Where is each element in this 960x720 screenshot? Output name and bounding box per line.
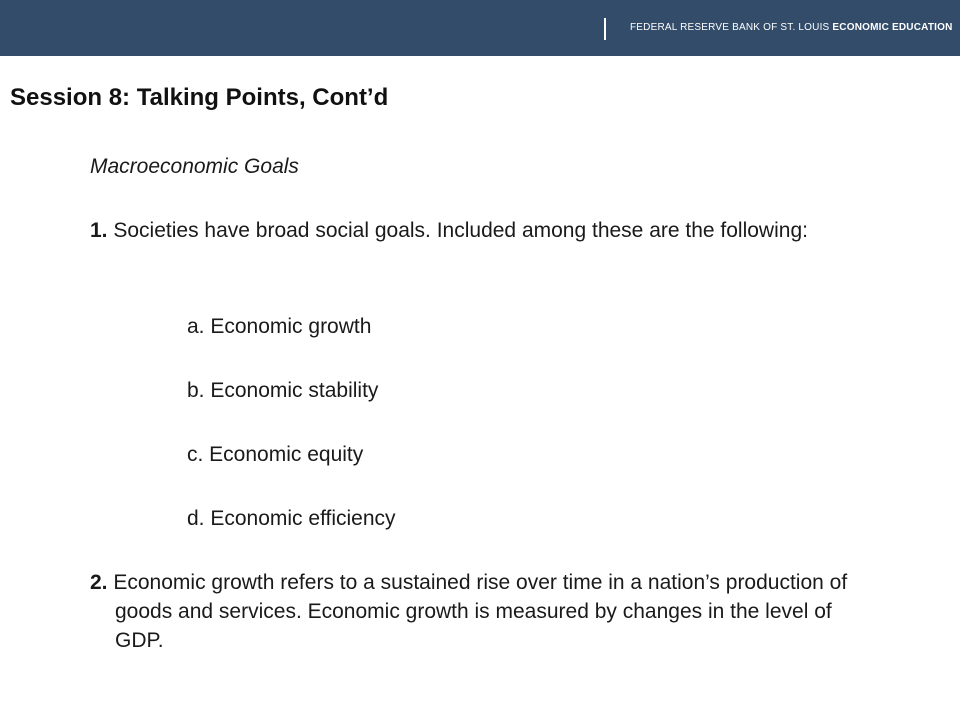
brand-name: FEDERAL RESERVE BANK OF ST. LOUIS [630,22,830,33]
goal-item-equity: c. Economic equity [187,443,364,466]
slide-title: Session 8: Talking Points, Cont’d [10,84,389,111]
header-divider [604,18,606,40]
header-band [0,0,960,56]
brand-division: ECONOMIC EDUCATION [832,22,953,33]
section-subtitle: Macroeconomic Goals [90,155,299,178]
point-number: 1. [90,219,108,242]
goal-item-efficiency: d. Economic efficiency [187,507,396,530]
point-text: Economic growth refers to a sustained rise over time in a nation’s production of goods and services. Economic growth is measured by changes in the level of GDP. [113,571,848,652]
talking-point-1 [90,216,820,245]
talking-point-2 [90,568,875,655]
point-text: Societies have broad social goals. Included among these are the following: [113,219,808,242]
goal-item-stability: b. Economic stability [187,379,379,402]
point-number: 2. [90,571,108,594]
goal-item-growth: a. Economic growth [187,315,372,338]
brand-logo-text [630,22,953,33]
